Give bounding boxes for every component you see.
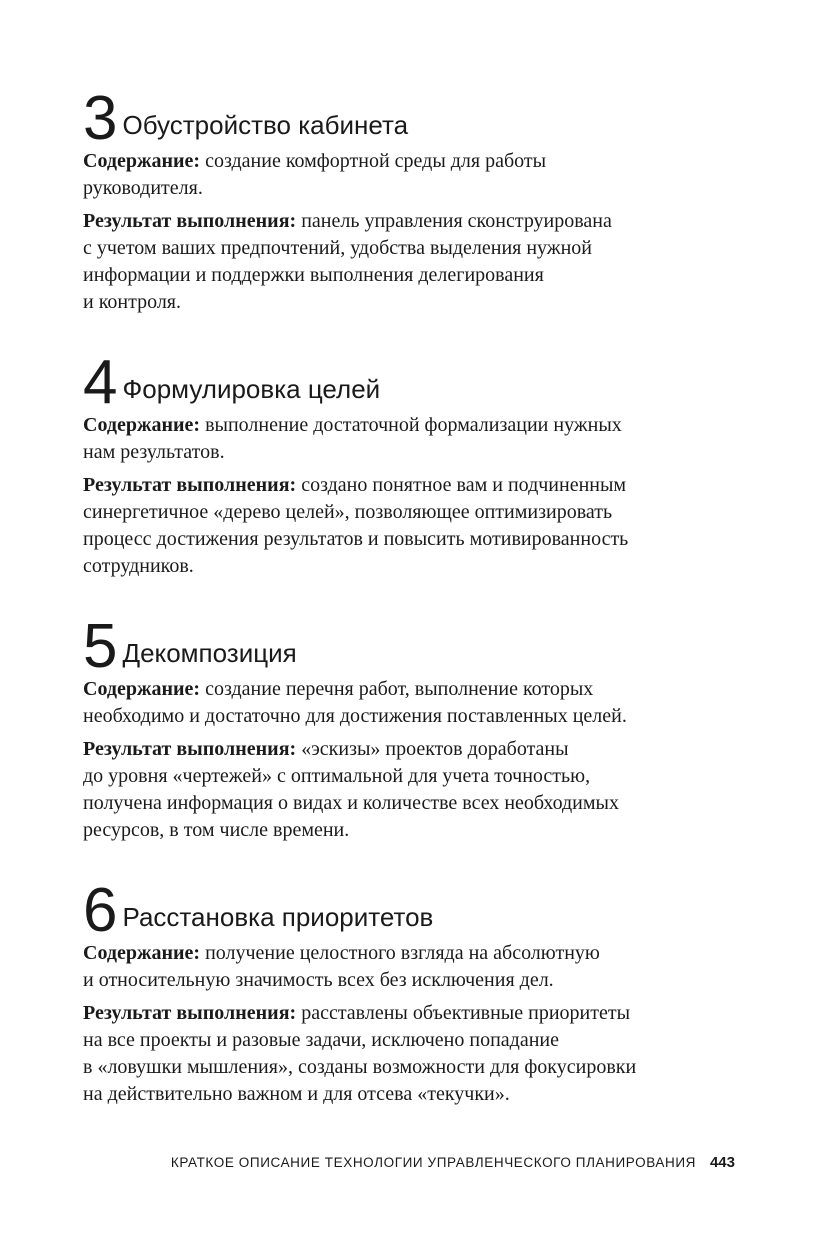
section-number: 4 [83, 348, 117, 417]
result-text: панель управления сконструирована [296, 210, 612, 232]
section-number: 6 [83, 876, 117, 945]
section-title: Формулировка целей [122, 374, 381, 404]
content-text: и относительную значимость всех без исключения дел. [83, 969, 554, 991]
result-text: с учетом ваших предпочтений, удобства выделения нужной [83, 237, 593, 259]
content-paragraph [83, 412, 743, 466]
content-text: создание комфортной среды для работы [200, 150, 547, 172]
section-title: Декомпозиция [122, 638, 297, 668]
result-label: Результат выполнения: [83, 474, 297, 496]
section-6 [83, 870, 743, 1108]
result-label: Результат выполнения: [83, 210, 297, 232]
section-number: 3 [83, 84, 117, 153]
result-text: ресурсов, в том числе времени. [83, 819, 350, 841]
page-body [83, 78, 743, 1134]
content-text: выполнение достаточной формализации нужных [200, 414, 622, 436]
section-title: Расстановка приоритетов [122, 902, 434, 932]
result-paragraph [83, 472, 743, 580]
result-text: на действительно важном и для отсева «текучки». [83, 1083, 510, 1105]
section-3 [83, 78, 743, 316]
section-heading [83, 78, 743, 153]
result-text: создано понятное вам и подчиненным [296, 474, 627, 496]
section-4 [83, 342, 743, 580]
result-paragraph [83, 736, 743, 844]
content-label: Содержание: [83, 150, 201, 172]
content-text: необходимо и достаточно для достижения поставленных целей. [83, 705, 627, 727]
content-paragraph [83, 148, 743, 202]
content-label: Содержание: [83, 678, 201, 700]
result-text: расставлены объективные приоритеты [296, 1002, 631, 1024]
content-paragraph [83, 676, 743, 730]
running-head: КРАТКОЕ ОПИСАНИЕ ТЕХНОЛОГИИ УПРАВЛЕНЧЕСКОГО ПЛАНИРОВАНИЯ [170, 1155, 696, 1170]
result-text: и контроля. [83, 291, 182, 313]
result-text: в «ловушки мышления», созданы возможности для фокусировки [83, 1056, 637, 1078]
result-text: на все проекты и разовые задачи, исключено попадание [83, 1029, 559, 1051]
content-label: Содержание: [83, 942, 201, 964]
result-text: до уровня «чертежей» с оптимальной для учета точностью, [83, 765, 591, 787]
result-text: информации и поддержки выполнения делегирования [83, 264, 544, 286]
section-number: 5 [83, 612, 117, 681]
content-label: Содержание: [83, 414, 201, 436]
section-title: Обустройство кабинета [122, 110, 409, 140]
section-5 [83, 606, 743, 844]
result-paragraph [83, 208, 743, 316]
section-heading [83, 606, 743, 681]
result-text: «эскизы» проектов доработаны [296, 738, 569, 760]
result-text: получена информация о видах и количестве всех необходимых [83, 792, 619, 814]
result-text: сотрудников. [83, 555, 194, 577]
section-heading [83, 870, 743, 945]
section-heading [83, 342, 743, 417]
result-text: процесс достижения результатов и повысить мотивированность [83, 528, 629, 550]
result-paragraph [83, 1000, 743, 1108]
content-text: создание перечня работ, выполнение которых [200, 678, 594, 700]
content-text: нам результатов. [83, 441, 225, 463]
content-paragraph [83, 940, 743, 994]
page-footer [135, 1154, 735, 1171]
result-label: Результат выполнения: [83, 1002, 297, 1024]
page-number: 443 [709, 1154, 735, 1171]
result-label: Результат выполнения: [83, 738, 297, 760]
result-text: синергетичное «дерево целей», позволяющее оптимизировать [83, 501, 613, 523]
content-text: получение целостного взгляда на абсолютную [200, 942, 600, 964]
content-text: руководителя. [83, 177, 203, 199]
